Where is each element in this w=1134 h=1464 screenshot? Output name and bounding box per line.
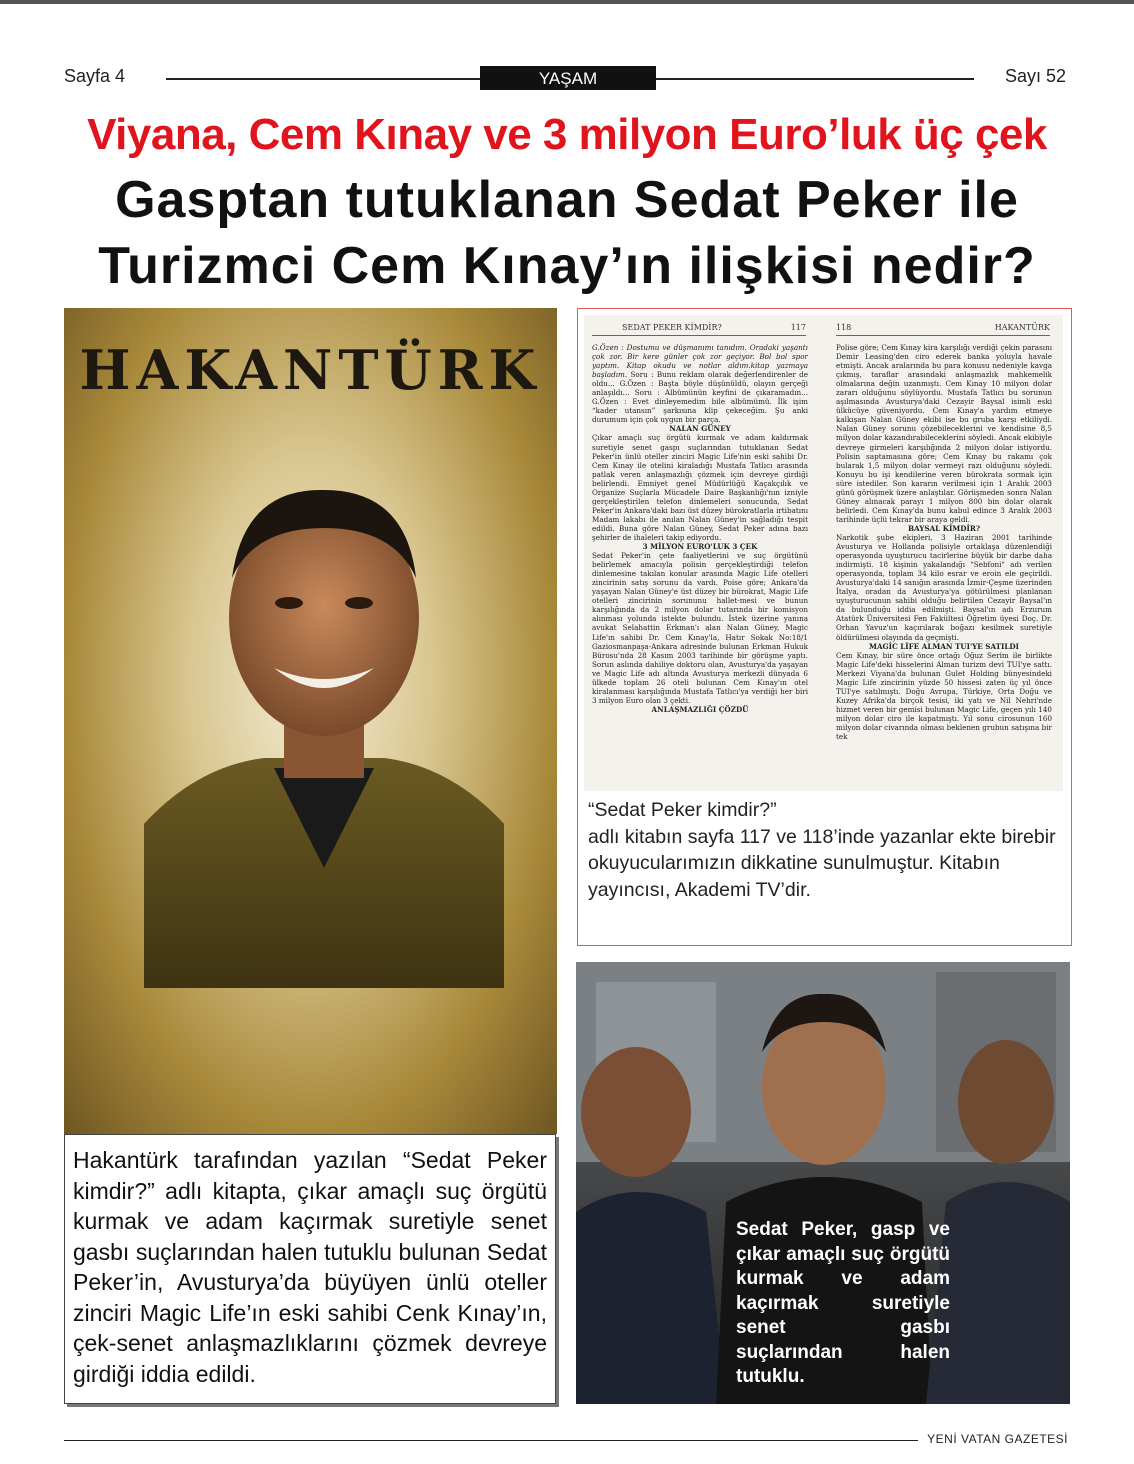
body-text-1: Çıkar amaçlı suç örgütü kurmak ve adam kaldırmak suretiyle senet gaspı suçlarından tutuklanan Sedat Peker'in ünlü oteller zinciri Magic Life'nin eski sahibi Dr. Cem Kınay ile otelini kiraladığı Mustafa Tatlıcı arasında patlak veren anlaşmazlığı çözmek için devreye girdiği belirlendi. Emniyet genel Müdürlüğü Kaçakçılık ve Organize Suçlarla Mücadele Daire Başkanlığı'nın izniyle gerçekleştirilen telefon dinlemeleri sonucunda, Sedat Peker'in Ankara'daki bazı üst düzey bürokratlarla irtibatını Madam lakabı ile anılan Nalan Güney'in sağladığı tespit edildi. Buna göre Nalan Güney, Sedat Peker adına bazı şehirler de ihaleleri takip ediyordu. <box>592 433 808 542</box>
page-text-left <box>592 343 808 783</box>
subheading-baysal: BAYSAL KİMDİR? <box>907 523 981 533</box>
footer-publication: YENİ VATAN GAZETESİ <box>927 1432 1068 1446</box>
issue-number: Sayı 52 <box>1004 66 1066 86</box>
header-rule-left <box>166 78 480 80</box>
running-head-left: SEDAT PEKER KİMDİR? <box>622 323 722 332</box>
subheading-3-cheques: 3 MİLYON EURO'LUK 3 ÇEK <box>642 542 758 552</box>
arrest-photo-caption: Sedat Peker, gasp ve çıkar amaçlı suç örgütü kurmak ve adam kaçırmak suretiyle senet gasbı suçlarından halen tutuklu. <box>736 1219 950 1387</box>
page-text-right <box>836 343 1052 783</box>
book-cover-author: HAKANTÜRK <box>79 338 542 402</box>
book-pages-caption <box>588 797 1064 903</box>
book-pages-box <box>577 308 1072 946</box>
body-text-2: Sedat Peker'in çete faaliyetlerini ve suç örgütünü belirlemek amacıyla polisin gerçekleştirdiği telefon dinlemesine takılan konular arasında Magic Life otelleri zincirinin satış sorunu da vardı. Poise göre; Ankara'da yaşayan Nalan Güney'e üst düzey bir bürokrat, Magic Life otelleri zincirinin sorununu hallet-mesi ve bunun karşılığında da 2 milyon dolar tutarında bir komisyon alınması yolunda istekte bulundu. İstek üzerine yanına avukat Selahattin Erkman'ı alan Nalan Güney, Magic Life'ın sahibi Dr. Cem Kınay'la, Hatır Sokak No:18/1 Gaziosmanpaşa-Ankara adresinde bulunan Erkman Hukuk Bürosu'nda 28 Kasım 2003 tarihinde bir görüşme yaptı. Sorun aslında dahiliye doktoru olan, Avusturya'da yaşayan ve Magic Life adı altında Avusturya merkezli dünyada 6 ülkede toplam 26 oteli bulunan Cem Kınay'ın otel kiralanması karşılığında Mustafa Tatlıcı'ya verdiği her biri 3 milyon Euro olan 3 çekti. <box>592 551 808 705</box>
interview-text-2: Soru : Bunu reklam olarak değerlendirenler de oldu... G.Özen : Başta böyle düşünüldü, olayın gerçeği anlaşıldı... Soru : Albümünün keyfini de çıkaramadın... G.Özen : Evet dinleyemedim bile albümümü. İlk işim “kader utansın” şarkısına klip çekeceğim. Şu anki durumum için çok uygun bir parça. <box>592 370 808 425</box>
footer-rule <box>64 1440 918 1441</box>
body-text-3: Polise göre; Cem Kınay kira karşılığı verdiği çekin parasını Demir Leasing'den ciro ederek banka yoluyla havale etmişti. Ancak aralarında bu para konusu nedeniyle kavga çıkmış, taraflar arasındaki anlaşmazlık mahkemelik olmalarına değin uzanmıştı. Cem Kınay 10 milyon dolar zararı olduğunu söylüyordu. Mustafa Tatlıcı bu sorunun aşılmasında Avusturya'daki Cezayir Baysal isimli eski ülkücüye güveniyordu. Cem Kınay'a yardım etmeye kalkışan Nalan Güney ekibi ise bu gruba karşı etkiliydi. Nalan Güney sorunu çözebileceklerini ve kendisine 8,5 milyon dolar kazandırabileceklerini söyledi. Ancak ekibiyle devreye girmeleri karşılığında 2 milyon dolar istiyordu. Polisin saptamasına göre; Cem Kınay bu rakamı çok bularak 1,5 milyon dolar vermeyi razı olduğunu söyledi. Konuyu bu işi kendilerine veren bürokrata sormak için süre istediler. Son kararın verilmesi için 1 Aralık 2003 günü görüşmek üzere anlaştılar. Görüşmeden sonra Nalan Güney alınacak parayı 1 milyon 800 bin dolar olarak belirledi. Cem Kınay'da bunu kabul edince 3 Aralık 2003 tarihinde üçlü tekrar bir araya geldi. <box>836 343 1052 524</box>
header-rule-right <box>656 78 974 80</box>
book-pages-caption-body: adlı kitabın sayfa 117 ve 118’inde yazanlar ekte birebir okuyucularımızın dikkatine sunulmuştur. Kitabın yayıncısı, Akademi TV’dir. <box>588 825 1056 901</box>
page-number-right: 118 <box>836 323 852 332</box>
page-head-right <box>836 323 1050 336</box>
book-page-118 <box>828 315 1058 791</box>
book-cover-caption: Hakantürk tarafından yazılan “Sedat Peker kimdir?” adlı kitapta, çıkar amaçlı suç örgütü kurmak ve adam kaçırmak suretiyle senet gasbı suçlarından halen tutuklu bulunan Sedat Peker’in, Avusturya’da büyüyen ünlü oteller zinciri Magic Life’ın eski sahibi Cenk Kınay’ın, çek-senet anlaşmazlıklarını çözmek devreye girdiği iddia edildi. <box>73 1147 547 1387</box>
portrait-illustration <box>144 468 504 988</box>
subheading-dispute: ANLAŞMAZLIĞI ÇÖZDÜ <box>651 704 749 714</box>
running-head-right: HAKANTÜRK <box>994 323 1050 332</box>
book-page-117 <box>584 315 814 791</box>
headline-line-2: Turizmci Cem Kınay’ın ilişkisi nedir? <box>98 237 1036 295</box>
body-text-4: Narkotik şube ekipleri, 3 Haziran 2001 tarihinde Avusturya ve Hollanda polisiyle ortaklaşa düzenlendiği operasyonda uyuşturucu tacirlerine büyük bir darbe daha indirmişti. 18 kişinin yakalandığı "Sebfoni" adı verilen operasyonda, toplam 34 kilo esrar ve eroin ele geçirildi. Avusturya'daki 14 sanığın arasında İzmir-Çeşme üzerinden İtalya, oradan da Avusturya'ya götürülmesi planlanan uyuşturucunun sahibi olduğu belirtilen Cezayir Baysal'ın da bulunduğu iddia edilmişti. Baysal'ın adı Erzurum Atatürk Üniversitesi Fen Fakültesi Öğretim üyesi Doç. Dr. Orhan Yavuz'un kaçırılarak boğazı kesilmek suretiyle öldürülmesi olayında da geçmişti. <box>836 532 1052 642</box>
page-number: Sayfa 4 <box>64 66 126 86</box>
headline-kicker: Viyana, Cem Kınay ve 3 milyon Euro’luk üç çek <box>87 110 1047 159</box>
interview-text-1: G.Özen : Dostumu ve düşmanımı tanıdım. Oradaki yaşantı çok zor. Bir kere günler çok zor geçiyor. Bol bol spor yaptım. Kitap okudu ve notlar aldım.kitap yazmaya başladım. <box>592 343 808 380</box>
book-pages-scan <box>584 315 1063 791</box>
subheading-magic-life: MAGİC LİFE ALMAN TUI'YE SATILDI <box>868 641 1019 651</box>
headline-line-1: Gasptan tutuklanan Sedat Peker ile <box>115 171 1019 229</box>
top-border <box>0 0 1134 4</box>
body-text-5: Cem Kınay, bir süre önce ortağı Oğuz Serim ile birlikte Magic Life'deki hisselerini Alman turizm devi TUI'ye sattı. Merkezi Viyana'da bulunan Gulet Holding bünyesindeki Magic Life zincirinin yüzde 50 hissesi zaten üç yıl önce TUI'ye satılmıştı. Doğu Avrupa, Türkiye, Orta Doğu ve Kuzey Afrika'da birçok tesisi, iki yatı ve Nil Nehri'nde hizmet veren bir gemisi bulunan Magic Life, geçen yılı 140 milyon dolar ciro ile kapatmıştı. Yıl sonu cirosunun 160 milyon dolar civarında olması beklenen grubun satışına bir tek <box>836 650 1052 742</box>
book-cover-image <box>64 308 557 1134</box>
book-cover-caption-box <box>64 1134 556 1404</box>
section-tag: YAŞAM <box>480 66 656 90</box>
subheading-nalan-guney: NALAN GÜNEY <box>669 424 731 434</box>
page-head-left <box>592 323 806 336</box>
page-number-left: 117 <box>790 323 806 332</box>
book-pages-caption-title: “Sedat Peker kimdir?” <box>588 799 777 821</box>
